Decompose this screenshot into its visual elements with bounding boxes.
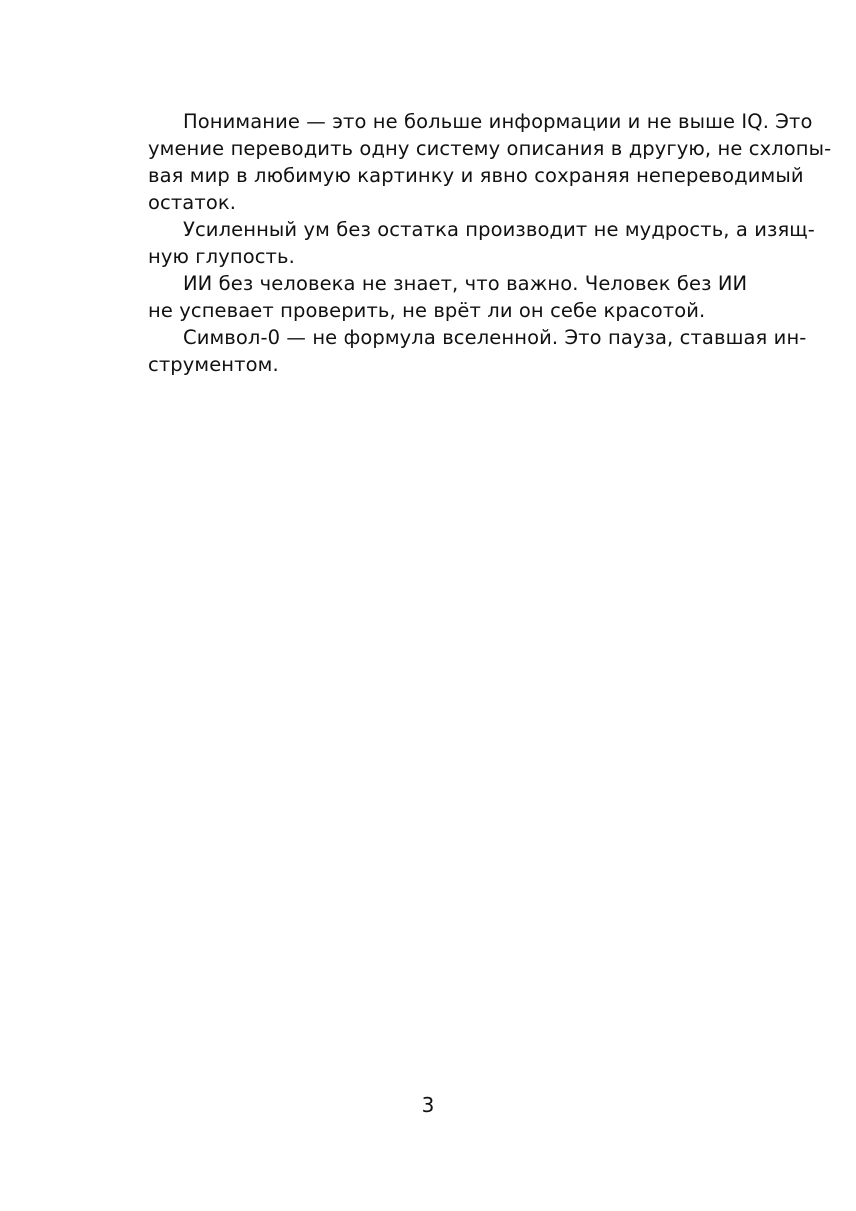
paragraph-ai-human bbox=[148, 270, 748, 324]
text-line: Понимание — это не больше информации и не выше IQ. Это bbox=[183, 110, 813, 133]
text-line: вая мир в любимую картинку и явно сохраняя непереводимый bbox=[148, 164, 804, 187]
text-line: Символ-0 — не формула вселенной. Это пауза, ставшая ин- bbox=[183, 326, 807, 349]
paragraph-enhanced-mind bbox=[148, 216, 815, 270]
text-line: струментом. bbox=[148, 353, 279, 376]
paragraph-symbol-zero bbox=[148, 324, 807, 378]
text-line: умение переводить одну систему описания в другую, не схлопы- bbox=[148, 137, 832, 160]
text-line: Усиленный ум без остатка производит не мудрость, а изящ- bbox=[183, 218, 815, 241]
text-line: ИИ без человека не знает, что важно. Человек без ИИ bbox=[183, 272, 748, 295]
body-text bbox=[148, 108, 832, 378]
text-line: остаток. bbox=[148, 191, 237, 214]
text-line: ную глупость. bbox=[148, 245, 295, 268]
page-number: 3 bbox=[421, 1093, 435, 1117]
text-line: не успевает проверить, не врёт ли он себе красотой. bbox=[148, 299, 706, 322]
paragraph-understanding bbox=[148, 108, 832, 216]
